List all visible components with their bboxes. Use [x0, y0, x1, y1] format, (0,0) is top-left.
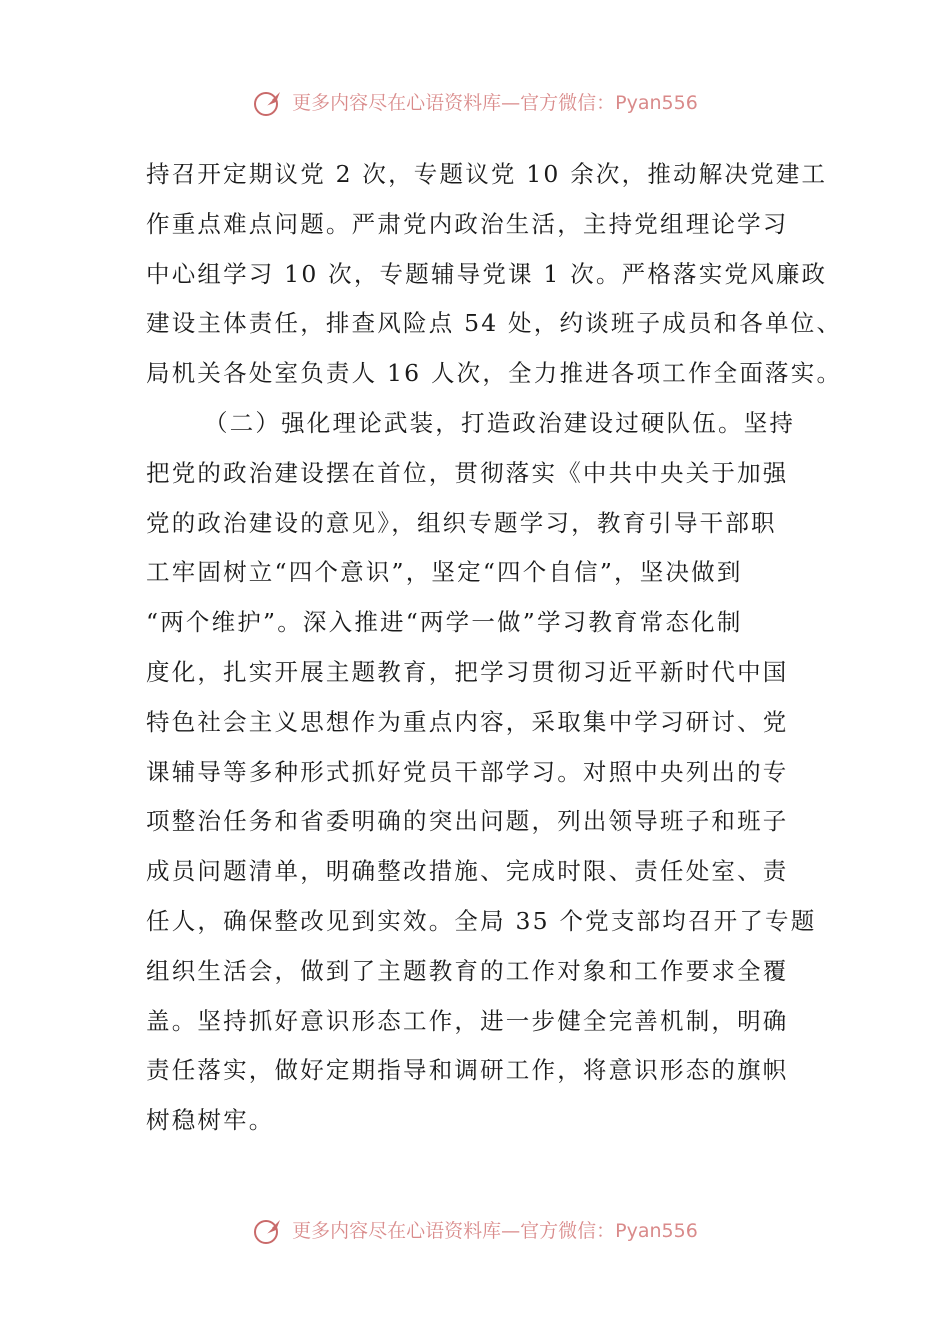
- text-line: 作重点难点问题。严肃党内政治生活，主持党组理论学习: [146, 209, 789, 238]
- text-line: 盖。坚持抓好意识形态工作，进一步健全完善机制，明确: [146, 1006, 789, 1035]
- text-line: 项整治任务和省委明确的突出问题，列出领导班子和班子: [146, 807, 789, 836]
- watermark-footer: [0, 1216, 950, 1246]
- quill-logo-icon: [252, 1216, 286, 1246]
- text-line: 度化，扎实开展主题教育，把学习贯彻习近平新时代中国: [146, 657, 789, 686]
- section-heading-line: （二）强化理论武装，打造政治建设过硬队伍。坚持: [204, 408, 796, 437]
- watermark-text: 更多内容尽在心语资料库—官方微信：Pyan556: [292, 1220, 698, 1242]
- text-line: 局机关各处室负责人 16 人次，全力推进各项工作全面落实。: [146, 359, 843, 388]
- text-line: 工牢固树立“四个意识”，坚定“四个自信”，坚决做到: [146, 558, 743, 587]
- text-line: 党的政治建设的意见》，组织专题学习，教育引导干部职: [146, 508, 777, 537]
- text-line: “两个维护”。深入推进“两学一做”学习教育常态化制: [146, 608, 743, 637]
- text-line: 特色社会主义思想作为重点内容，采取集中学习研讨、党: [146, 707, 789, 736]
- text-line: 成员问题清单，明确整改措施、完成时限、责任处室、责: [146, 857, 789, 886]
- text-line: 把党的政治建设摆在首位，贯彻落实《中共中央关于加强: [146, 458, 789, 487]
- document-body: [146, 150, 843, 1146]
- watermark-text: 更多内容尽在心语资料库—官方微信：Pyan556: [292, 92, 698, 114]
- text-line: 组织生活会，做到了主题教育的工作对象和工作要求全覆: [146, 956, 789, 985]
- text-line: 树稳树牢。: [146, 1106, 275, 1135]
- text-line: 责任落实，做好定期指导和调研工作，将意识形态的旗帜: [146, 1056, 789, 1085]
- text-line: 中心组学习 10 次，专题辅导党课 1 次。严格落实党风廉政: [146, 259, 828, 288]
- text-line: 建设主体责任，排查风险点 54 处，约谈班子成员和各单位、: [146, 309, 843, 338]
- text-line: 课辅导等多种形式抓好党员干部学习。对照中央列出的专: [146, 757, 789, 786]
- quill-logo-icon: [252, 88, 286, 118]
- watermark-header: [0, 88, 950, 118]
- text-line: 持召开定期议党 2 次，专题议党 10 余次，推动解决党建工: [146, 160, 828, 188]
- text-line: 任人，确保整改见到实效。全局 35 个党支部均召开了专题: [146, 906, 817, 935]
